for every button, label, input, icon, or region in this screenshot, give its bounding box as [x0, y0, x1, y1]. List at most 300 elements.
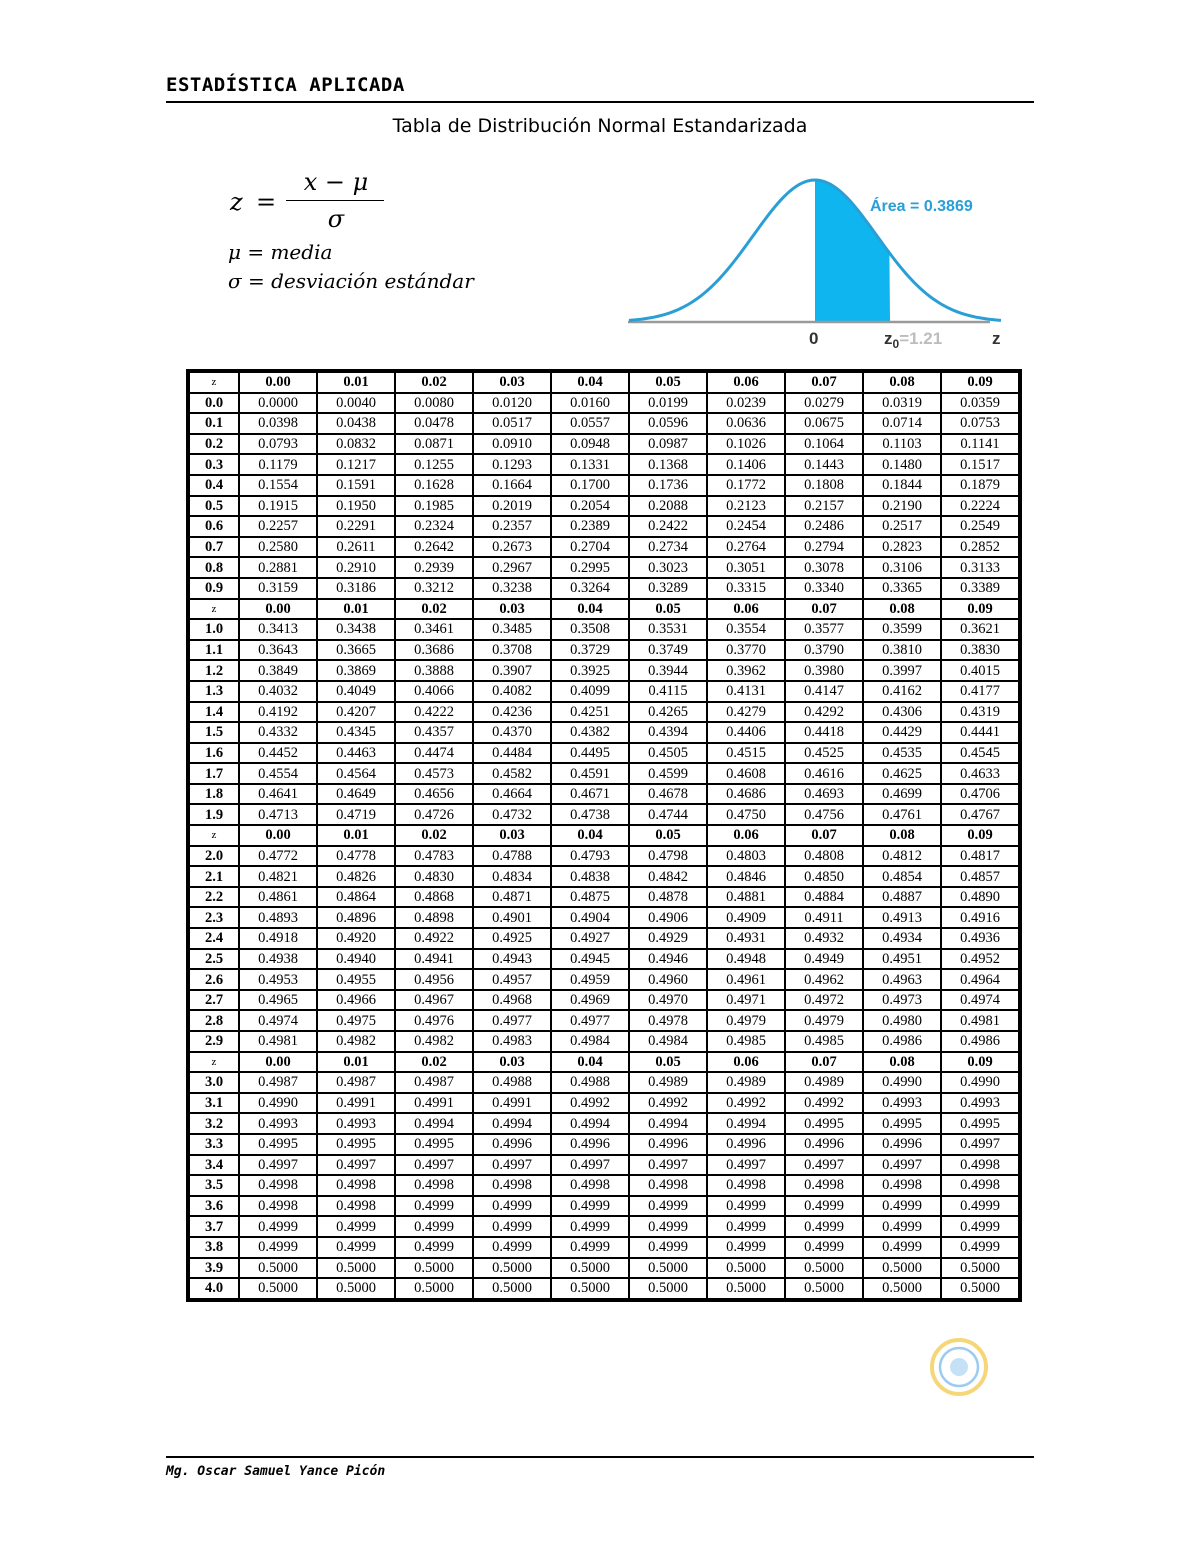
probability-cell: 0.4932: [785, 928, 863, 949]
z0-label: [884, 329, 942, 351]
row-z-value: 0.7: [189, 537, 239, 558]
row-z-value: 1.8: [189, 784, 239, 805]
table-row: [189, 475, 1019, 496]
formula-denominator: σ: [327, 205, 345, 233]
probability-cell: 0.4996: [551, 1134, 629, 1155]
probability-cell: 0.4793: [551, 846, 629, 867]
probability-cell: 0.3577: [785, 619, 863, 640]
probability-cell: 0.4861: [239, 887, 317, 908]
probability-cell: 0.4484: [473, 743, 551, 764]
row-z-value: 4.0: [189, 1278, 239, 1299]
probability-cell: 0.2794: [785, 537, 863, 558]
probability-cell: 0.4783: [395, 846, 473, 867]
column-header: 0.06: [707, 599, 785, 620]
probability-cell: 0.4251: [551, 702, 629, 723]
z0-value: =1.21: [899, 329, 943, 348]
row-z-value: 1.2: [189, 660, 239, 681]
probability-cell: 0.3264: [551, 578, 629, 599]
probability-cell: 0.4066: [395, 681, 473, 702]
probability-cell: 0.3888: [395, 660, 473, 681]
probability-cell: 0.4999: [551, 1216, 629, 1237]
probability-cell: 0.4878: [629, 887, 707, 908]
probability-cell: 0.5000: [785, 1258, 863, 1279]
row-z-value: 1.3: [189, 681, 239, 702]
probability-cell: 0.2734: [629, 537, 707, 558]
probability-cell: 0.4979: [785, 1010, 863, 1031]
column-header: 0.06: [707, 1052, 785, 1073]
probability-cell: 0.2764: [707, 537, 785, 558]
column-header-row: [189, 1052, 1019, 1073]
probability-cell: 0.4977: [551, 1010, 629, 1031]
table-row: [189, 537, 1019, 558]
probability-cell: 0.4999: [863, 1196, 941, 1217]
probability-cell: 0.4986: [863, 1031, 941, 1052]
probability-cell: 0.4955: [317, 969, 395, 990]
probability-cell: 0.4925: [473, 928, 551, 949]
table-row: [189, 454, 1019, 475]
probability-cell: 0.3621: [941, 619, 1019, 640]
probability-cell: 0.4978: [629, 1010, 707, 1031]
table-row: [189, 907, 1019, 928]
probability-cell: 0.3186: [317, 578, 395, 599]
row-z-value: 2.7: [189, 990, 239, 1011]
probability-cell: 0.4992: [551, 1093, 629, 1114]
probability-cell: 0.3869: [317, 660, 395, 681]
seal-watermark: [928, 1336, 990, 1398]
column-header: 0.08: [863, 1052, 941, 1073]
probability-cell: 0.3340: [785, 578, 863, 599]
probability-cell: 0.4441: [941, 722, 1019, 743]
probability-cell: 0.2157: [785, 496, 863, 517]
probability-cell: 0.4564: [317, 763, 395, 784]
probability-cell: 0.0871: [395, 434, 473, 455]
probability-cell: 0.2939: [395, 557, 473, 578]
probability-cell: 0.4693: [785, 784, 863, 805]
probability-cell: 0.0438: [317, 413, 395, 434]
probability-cell: 0.2967: [473, 557, 551, 578]
probability-cell: 0.4999: [473, 1237, 551, 1258]
probability-cell: 0.4938: [239, 949, 317, 970]
probability-cell: 0.3770: [707, 640, 785, 661]
probability-cell: 0.4608: [707, 763, 785, 784]
probability-cell: 0.4857: [941, 866, 1019, 887]
probability-cell: 0.4756: [785, 804, 863, 825]
probability-cell: 0.4988: [551, 1072, 629, 1093]
probability-cell: 0.4890: [941, 887, 1019, 908]
z-table: [186, 369, 1022, 1302]
probability-cell: 0.4996: [629, 1134, 707, 1155]
column-header: 0.03: [473, 825, 551, 846]
probability-cell: 0.4875: [551, 887, 629, 908]
row-z-value: 0.2: [189, 434, 239, 455]
probability-cell: 0.1179: [239, 454, 317, 475]
probability-cell: 0.4893: [239, 907, 317, 928]
row-z-value: 0.8: [189, 557, 239, 578]
probability-cell: 0.0398: [239, 413, 317, 434]
probability-cell: 0.1217: [317, 454, 395, 475]
probability-cell: 0.4936: [941, 928, 1019, 949]
probability-cell: 0.4505: [629, 743, 707, 764]
probability-cell: 0.4969: [551, 990, 629, 1011]
probability-cell: 0.4999: [239, 1216, 317, 1237]
table-row: [189, 1134, 1019, 1155]
probability-cell: 0.4999: [707, 1237, 785, 1258]
probability-cell: 0.4962: [785, 969, 863, 990]
column-header: 0.05: [629, 599, 707, 620]
formula-lhs: z: [230, 188, 243, 216]
probability-cell: 0.4686: [707, 784, 785, 805]
probability-cell: 0.4991: [473, 1093, 551, 1114]
axis-label: z: [992, 329, 1001, 348]
probability-cell: 0.5000: [629, 1278, 707, 1299]
column-header: 0.07: [785, 372, 863, 393]
probability-cell: 0.4808: [785, 846, 863, 867]
probability-cell: 0.3461: [395, 619, 473, 640]
probability-cell: 0.4959: [551, 969, 629, 990]
probability-cell: 0.5000: [473, 1278, 551, 1299]
probability-cell: 0.2549: [941, 516, 1019, 537]
row-z-value: 0.4: [189, 475, 239, 496]
probability-cell: 0.3997: [863, 660, 941, 681]
column-header-row: [189, 825, 1019, 846]
probability-cell: 0.4989: [707, 1072, 785, 1093]
probability-cell: 0.4803: [707, 846, 785, 867]
row-z-value: 0.0: [189, 393, 239, 414]
probability-cell: 0.4992: [629, 1093, 707, 1114]
probability-cell: 0.4988: [473, 1072, 551, 1093]
column-header-row: [189, 599, 1019, 620]
probability-cell: 0.3485: [473, 619, 551, 640]
probability-cell: 0.4306: [863, 702, 941, 723]
probability-cell: 0.2389: [551, 516, 629, 537]
probability-cell: 0.1026: [707, 434, 785, 455]
probability-cell: 0.4998: [239, 1196, 317, 1217]
table-row: [189, 1113, 1019, 1134]
probability-cell: 0.4772: [239, 846, 317, 867]
probability-cell: 0.5000: [551, 1258, 629, 1279]
probability-cell: 0.4798: [629, 846, 707, 867]
probability-cell: 0.0832: [317, 434, 395, 455]
probability-cell: 0.4222: [395, 702, 473, 723]
column-header: 0.00: [239, 372, 317, 393]
probability-cell: 0.4997: [317, 1155, 395, 1176]
column-header: 0.08: [863, 599, 941, 620]
probability-cell: 0.3212: [395, 578, 473, 599]
column-header: 0.05: [629, 372, 707, 393]
probability-cell: 0.5000: [473, 1258, 551, 1279]
probability-cell: 0.0596: [629, 413, 707, 434]
probability-cell: 0.5000: [707, 1278, 785, 1299]
probability-cell: 0.1664: [473, 475, 551, 496]
probability-cell: 0.4625: [863, 763, 941, 784]
table-row: [189, 1175, 1019, 1196]
mean-definition: μ = media: [228, 240, 333, 264]
probability-cell: 0.4418: [785, 722, 863, 743]
column-header: 0.09: [941, 1052, 1019, 1073]
probability-cell: 0.4957: [473, 969, 551, 990]
probability-cell: 0.4913: [863, 907, 941, 928]
probability-cell: 0.4909: [707, 907, 785, 928]
probability-cell: 0.5000: [629, 1258, 707, 1279]
probability-cell: 0.3389: [941, 578, 1019, 599]
z-header: z: [189, 372, 239, 393]
table-row: [189, 660, 1019, 681]
probability-cell: 0.2517: [863, 516, 941, 537]
probability-cell: 0.4999: [785, 1216, 863, 1237]
probability-cell: 0.4961: [707, 969, 785, 990]
row-z-value: 1.4: [189, 702, 239, 723]
column-header: 0.02: [395, 825, 473, 846]
probability-cell: 0.1736: [629, 475, 707, 496]
probability-cell: 0.4904: [551, 907, 629, 928]
probability-cell: 0.4966: [317, 990, 395, 1011]
probability-cell: 0.4265: [629, 702, 707, 723]
table-row: [189, 516, 1019, 537]
probability-cell: 0.5000: [707, 1258, 785, 1279]
row-z-value: 0.6: [189, 516, 239, 537]
probability-cell: 0.2224: [941, 496, 1019, 517]
probability-cell: 0.0948: [551, 434, 629, 455]
probability-cell: 0.2823: [863, 537, 941, 558]
probability-cell: 0.4998: [395, 1175, 473, 1196]
column-header: 0.02: [395, 599, 473, 620]
probability-cell: 0.2454: [707, 516, 785, 537]
probability-cell: 0.4999: [629, 1237, 707, 1258]
table-row: [189, 1093, 1019, 1114]
probability-cell: 0.4633: [941, 763, 1019, 784]
probability-cell: 0.4986: [941, 1031, 1019, 1052]
probability-cell: 0.0987: [629, 434, 707, 455]
probability-cell: 0.4664: [473, 784, 551, 805]
row-z-value: 2.1: [189, 866, 239, 887]
probability-cell: 0.4713: [239, 804, 317, 825]
probability-cell: 0.2852: [941, 537, 1019, 558]
probability-cell: 0.2019: [473, 496, 551, 517]
probability-cell: 0.4974: [239, 1010, 317, 1031]
probability-cell: 0.3413: [239, 619, 317, 640]
probability-cell: 0.3133: [941, 557, 1019, 578]
table-row: [189, 393, 1019, 414]
probability-cell: 0.4750: [707, 804, 785, 825]
z-header: z: [189, 825, 239, 846]
probability-cell: 0.4656: [395, 784, 473, 805]
probability-cell: 0.4991: [395, 1093, 473, 1114]
probability-cell: 0.4995: [785, 1113, 863, 1134]
probability-cell: 0.0636: [707, 413, 785, 434]
probability-cell: 0.4319: [941, 702, 1019, 723]
probability-cell: 0.4997: [941, 1134, 1019, 1155]
probability-cell: 0.4975: [317, 1010, 395, 1031]
probability-cell: 0.4911: [785, 907, 863, 928]
probability-cell: 0.3665: [317, 640, 395, 661]
probability-cell: 0.5000: [239, 1278, 317, 1299]
probability-cell: 0.4474: [395, 743, 473, 764]
probability-cell: 0.4997: [863, 1155, 941, 1176]
table-row: [189, 928, 1019, 949]
probability-cell: 0.4838: [551, 866, 629, 887]
probability-cell: 0.4981: [941, 1010, 1019, 1031]
probability-cell: 0.1591: [317, 475, 395, 496]
header-rule: [166, 101, 1034, 103]
probability-cell: 0.4767: [941, 804, 1019, 825]
probability-cell: 0.4999: [395, 1237, 473, 1258]
probability-cell: 0.2324: [395, 516, 473, 537]
probability-cell: 0.4951: [863, 949, 941, 970]
probability-cell: 0.4706: [941, 784, 1019, 805]
probability-cell: 0.4943: [473, 949, 551, 970]
probability-cell: 0.2642: [395, 537, 473, 558]
probability-cell: 0.4995: [863, 1113, 941, 1134]
probability-cell: 0.4817: [941, 846, 1019, 867]
row-z-value: 3.7: [189, 1216, 239, 1237]
column-header-row: [189, 372, 1019, 393]
probability-cell: 0.2088: [629, 496, 707, 517]
probability-cell: 0.2054: [551, 496, 629, 517]
table-row: [189, 1216, 1019, 1237]
probability-cell: 0.5000: [317, 1278, 395, 1299]
probability-cell: 0.4573: [395, 763, 473, 784]
row-z-value: 3.9: [189, 1258, 239, 1279]
column-header: 0.09: [941, 599, 1019, 620]
probability-cell: 0.4394: [629, 722, 707, 743]
probability-cell: 0.4099: [551, 681, 629, 702]
table-row: [189, 1155, 1019, 1176]
probability-cell: 0.3962: [707, 660, 785, 681]
probability-cell: 0.4992: [785, 1093, 863, 1114]
probability-cell: 0.4987: [395, 1072, 473, 1093]
probability-cell: 0.4976: [395, 1010, 473, 1031]
column-header: 0.04: [551, 1052, 629, 1073]
row-z-value: 3.1: [189, 1093, 239, 1114]
row-z-value: 3.2: [189, 1113, 239, 1134]
probability-cell: 0.0359: [941, 393, 1019, 414]
probability-cell: 0.4999: [551, 1237, 629, 1258]
footer-rule: [166, 1456, 1034, 1458]
row-z-value: 2.0: [189, 846, 239, 867]
row-z-value: 0.1: [189, 413, 239, 434]
table-row: [189, 640, 1019, 661]
probability-cell: 0.4881: [707, 887, 785, 908]
probability-cell: 0.4887: [863, 887, 941, 908]
table-row: [189, 578, 1019, 599]
probability-cell: 0.4999: [473, 1196, 551, 1217]
probability-cell: 0.4946: [629, 949, 707, 970]
probability-cell: 0.3023: [629, 557, 707, 578]
probability-cell: 0.5000: [395, 1278, 473, 1299]
probability-cell: 0.4463: [317, 743, 395, 764]
probability-cell: 0.4049: [317, 681, 395, 702]
probability-cell: 0.4898: [395, 907, 473, 928]
probability-cell: 0.2422: [629, 516, 707, 537]
probability-cell: 0.4999: [395, 1216, 473, 1237]
table-row: [189, 1010, 1019, 1031]
probability-cell: 0.5000: [551, 1278, 629, 1299]
probability-cell: 0.0120: [473, 393, 551, 414]
probability-cell: 0.4989: [629, 1072, 707, 1093]
column-header: 0.01: [317, 599, 395, 620]
probability-cell: 0.3907: [473, 660, 551, 681]
probability-cell: 0.3315: [707, 578, 785, 599]
probability-cell: 0.4956: [395, 969, 473, 990]
probability-cell: 0.4994: [473, 1113, 551, 1134]
probability-cell: 0.4981: [239, 1031, 317, 1052]
probability-cell: 0.4279: [707, 702, 785, 723]
probability-cell: 0.5000: [941, 1278, 1019, 1299]
probability-cell: 0.0753: [941, 413, 1019, 434]
probability-cell: 0.4545: [941, 743, 1019, 764]
footer-author: Mg. Oscar Samuel Yance Picón: [166, 1464, 386, 1479]
probability-cell: 0.0675: [785, 413, 863, 434]
probability-cell: 0.3238: [473, 578, 551, 599]
column-header: 0.01: [317, 1052, 395, 1073]
probability-cell: 0.4998: [629, 1175, 707, 1196]
probability-cell: 0.4864: [317, 887, 395, 908]
probability-cell: 0.1064: [785, 434, 863, 455]
probability-cell: 0.4972: [785, 990, 863, 1011]
probability-cell: 0.2190: [863, 496, 941, 517]
probability-cell: 0.1772: [707, 475, 785, 496]
probability-cell: 0.3810: [863, 640, 941, 661]
column-header: 0.01: [317, 825, 395, 846]
column-header: 0.05: [629, 1052, 707, 1073]
probability-cell: 0.4495: [551, 743, 629, 764]
probability-cell: 0.0239: [707, 393, 785, 414]
probability-cell: 0.4998: [941, 1175, 1019, 1196]
probability-cell: 0.4987: [317, 1072, 395, 1093]
probability-cell: 0.1331: [551, 454, 629, 475]
document-title: Tabla de Distribución Normal Estandarizada: [392, 115, 808, 137]
probability-cell: 0.4973: [863, 990, 941, 1011]
probability-cell: 0.0040: [317, 393, 395, 414]
probability-cell: 0.4732: [473, 804, 551, 825]
probability-cell: 0.4850: [785, 866, 863, 887]
probability-cell: 0.4406: [707, 722, 785, 743]
probability-cell: 0.4999: [941, 1216, 1019, 1237]
probability-cell: 0.4985: [785, 1031, 863, 1052]
probability-cell: 0.3925: [551, 660, 629, 681]
probability-cell: 0.4916: [941, 907, 1019, 928]
probability-cell: 0.0080: [395, 393, 473, 414]
area-label: Área = 0.3869: [870, 198, 973, 215]
probability-cell: 0.3980: [785, 660, 863, 681]
probability-cell: 0.3708: [473, 640, 551, 661]
probability-cell: 0.1293: [473, 454, 551, 475]
probability-cell: 0.4896: [317, 907, 395, 928]
probability-cell: 0.4999: [941, 1196, 1019, 1217]
probability-cell: 0.4922: [395, 928, 473, 949]
column-header: 0.01: [317, 372, 395, 393]
probability-cell: 0.3531: [629, 619, 707, 640]
probability-cell: 0.2673: [473, 537, 551, 558]
probability-cell: 0.4996: [473, 1134, 551, 1155]
table-row: [189, 434, 1019, 455]
table-row: [189, 887, 1019, 908]
probability-cell: 0.4699: [863, 784, 941, 805]
probability-cell: 0.3944: [629, 660, 707, 681]
probability-cell: 0.2357: [473, 516, 551, 537]
probability-cell: 0.4920: [317, 928, 395, 949]
probability-cell: 0.4963: [863, 969, 941, 990]
probability-cell: 0.4998: [317, 1175, 395, 1196]
probability-cell: 0.4993: [863, 1093, 941, 1114]
probability-cell: 0.4830: [395, 866, 473, 887]
row-z-value: 2.3: [189, 907, 239, 928]
probability-cell: 0.1950: [317, 496, 395, 517]
probability-cell: 0.4994: [395, 1113, 473, 1134]
probability-cell: 0.4998: [785, 1175, 863, 1196]
column-header: 0.08: [863, 372, 941, 393]
probability-cell: 0.4429: [863, 722, 941, 743]
